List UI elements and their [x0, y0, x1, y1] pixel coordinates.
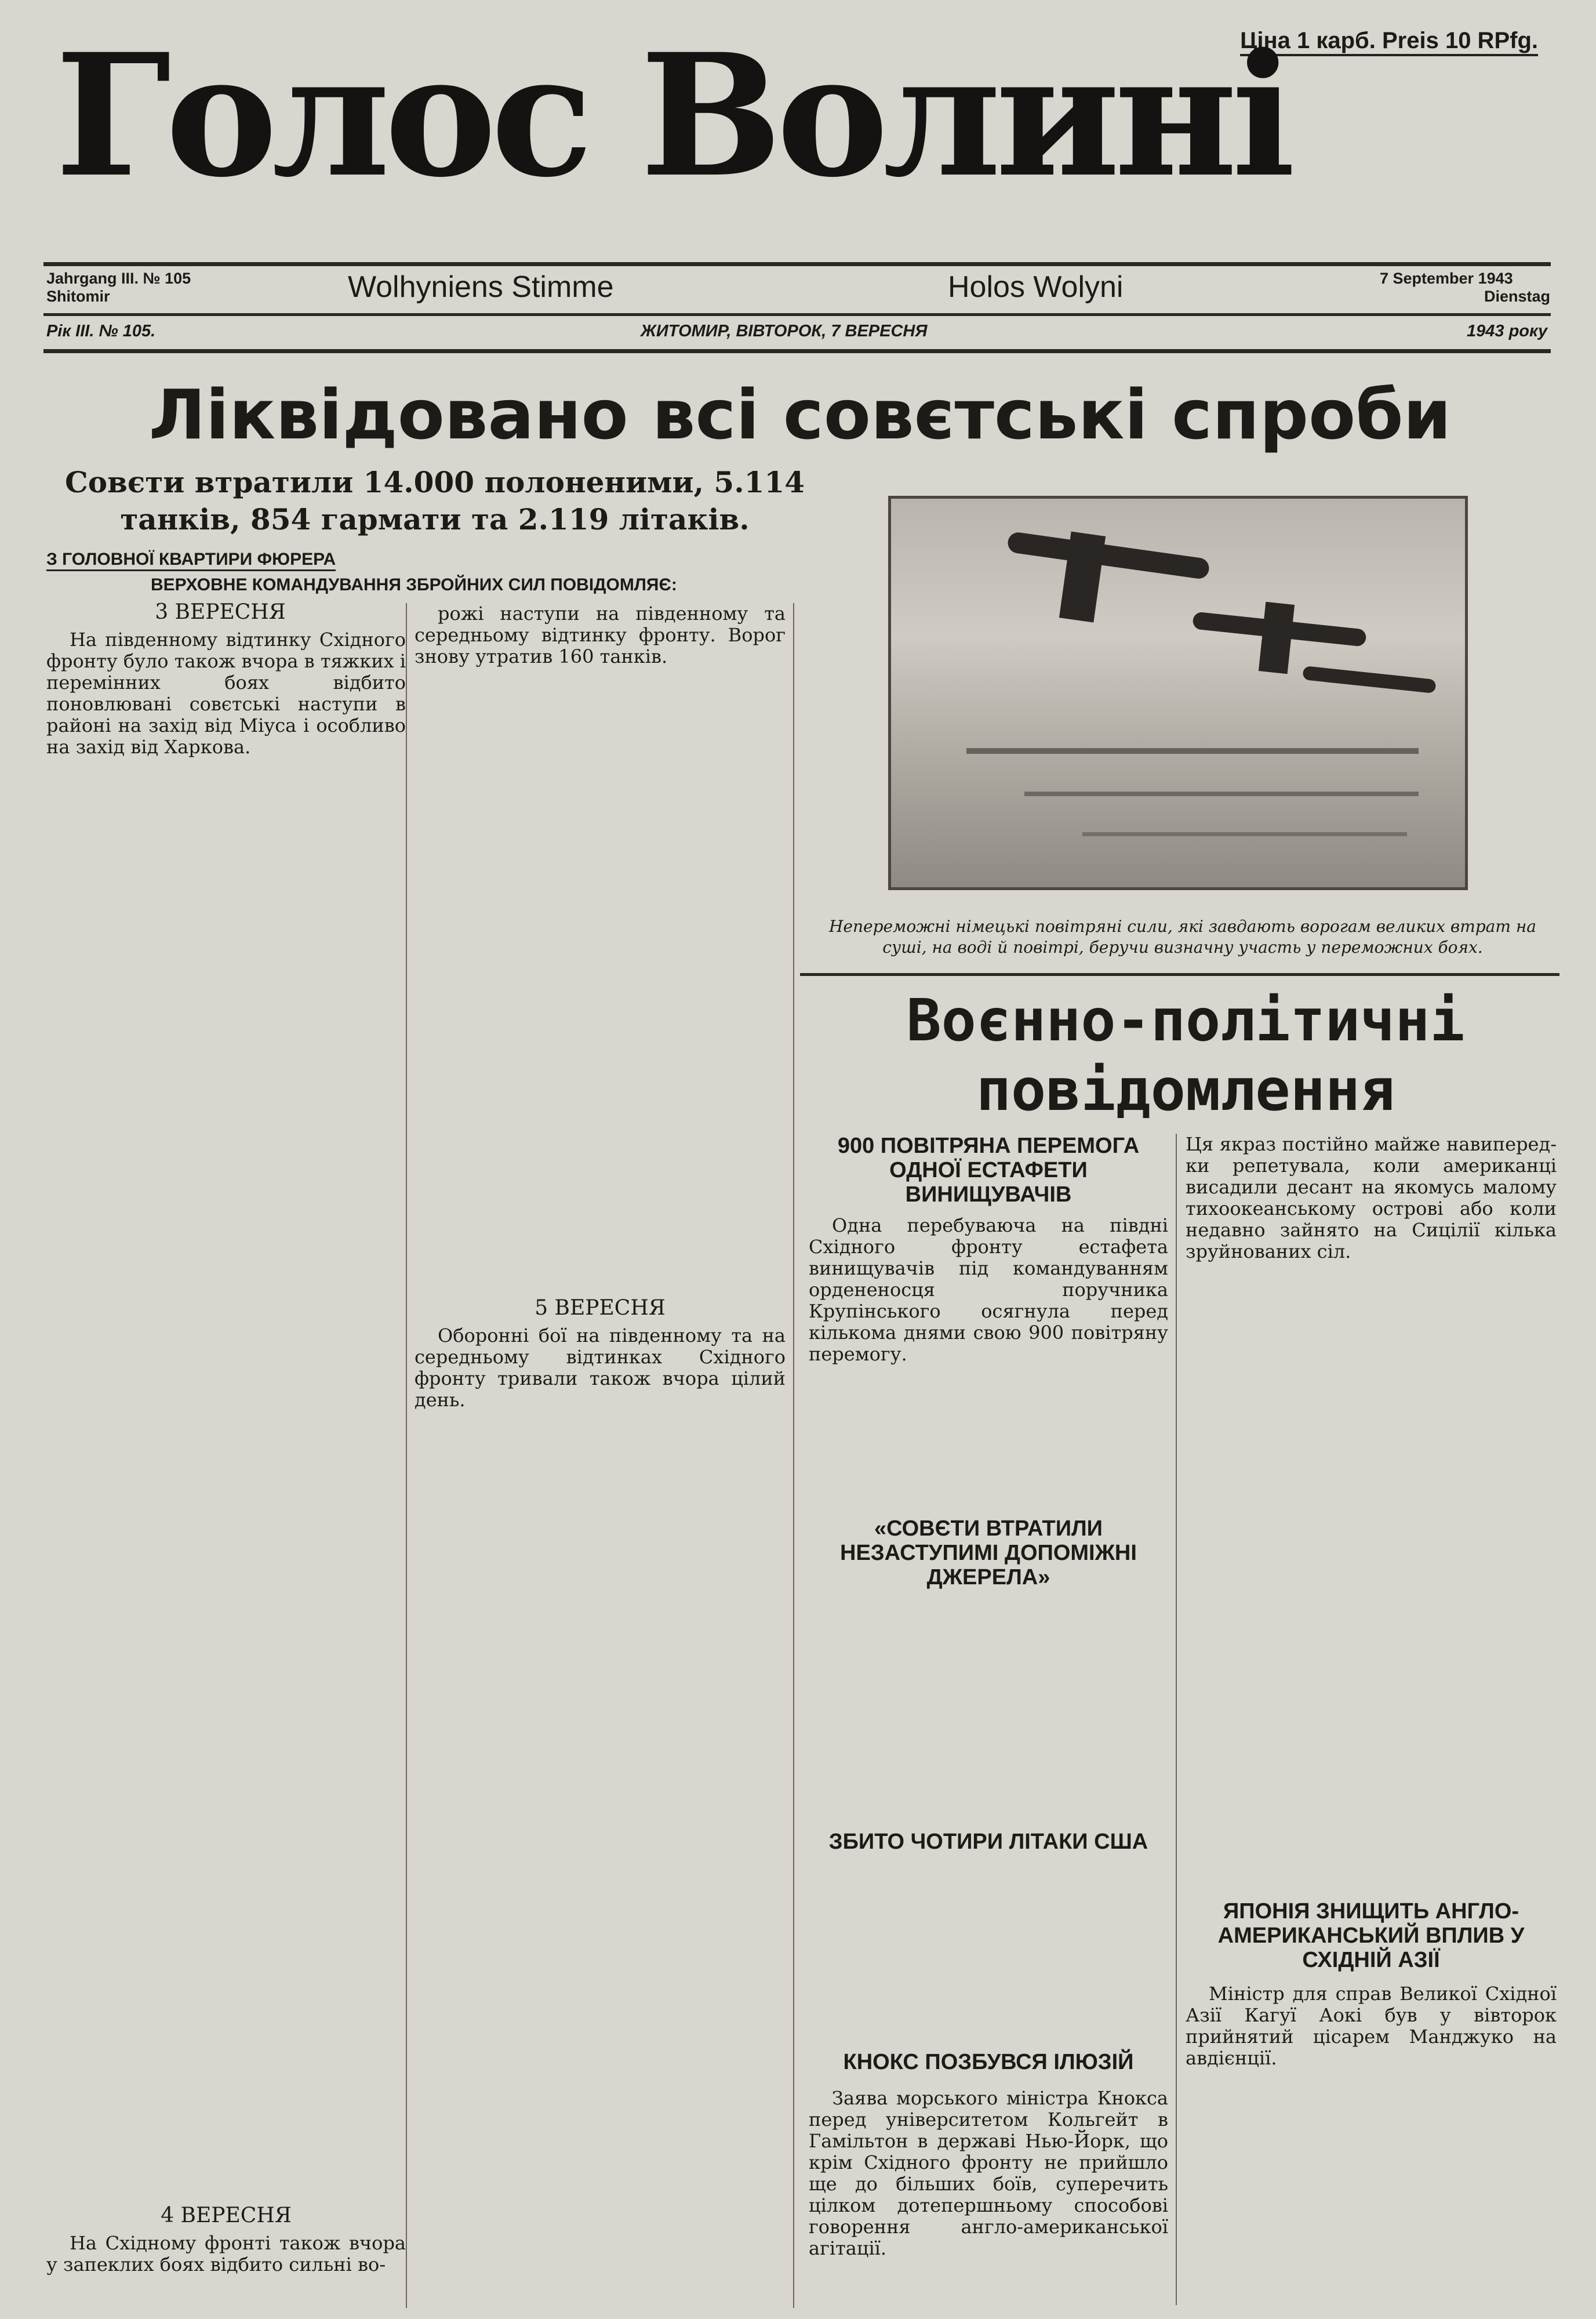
article-sources-title: «СОВЄТИ ВТРАТИЛИ НЕЗАСТУПИМІ ДОПОМІЖНІ ДЖЕРЕЛА» [840, 1516, 1137, 1589]
lead-column-1-text: На південному відтинку Східного фронту було також вчора в тяжких і перемінних боях відбито поновлювані совєтські наступи в районі на захід від Міуса і особливо на захід від Харкова. [46, 629, 406, 758]
year-number-de: Jahrgang III. № 105 [46, 270, 191, 287]
lead-subheadline: Совєти втратили 14.000 полоненими, 5.114 танків, 854 гармати та 2.119 літаків. [64, 465, 805, 536]
subtitle-translit: Holos Wolyni [948, 270, 1124, 304]
article-knox-text: Заява морського міністра Кнокса перед університетом Кольгейт в Гамільтон в державі Нью-Йорк, що крім Східного фронту не прийшло ще до більших боїв, суперечить цілком дотепершньому способові говорення англо-американської агітації. [809, 2087, 1168, 2259]
place-date-ua: ЖИТОМИР, ВІВТОРОК, 7 ВЕРЕСНЯ [641, 322, 928, 340]
article-usa-planes-title: ЗБИТО ЧОТИРИ ЛІТАКИ США [828, 1830, 1148, 1854]
article-900-victory-text: Одна перебуваюча на півдні Східного фронту естафета винищувачів під командуванням ордененосця поручника Крупінського осягнула перед кількома днями свою 900 повітряну перемогу. [809, 1214, 1168, 1365]
plane-formation-row-2 [1024, 792, 1419, 796]
price: Ціна 1 карб. Preis 10 RPfg. [1240, 28, 1538, 56]
masthead-rule-bottom [43, 349, 1551, 353]
year-number-ua: Рік III. № 105. [46, 322, 156, 340]
article-japan-title: ЯПОНІЯ ЗНИЩИТЬ АНГЛО-АМЕРИКАНСЬКИЙ ВПЛИВ У СХІДНІЙ АЗІЇ [1217, 1899, 1525, 1972]
article-japan-text: Міністр для справ Великої Східної Азії Кагуї Аокі був у вівторок прийнятий цісарем Манджуко на авдієнції. [1186, 1983, 1557, 2069]
section-rule [800, 973, 1559, 976]
masthead-rule-top [43, 262, 1551, 266]
lead-column-2-text-b: Оборонні бої на південному та на середньому відтинках Східного фронту тривали також вчора цілий день. [415, 1324, 786, 1411]
weekday-de: Dienstag [1484, 288, 1551, 305]
lead-intro: ВЕРХОВНЕ КОМАНДУВАННЯ ЗБРОЙНИХ СИЛ ПОВІДОМЛЯЄ: [151, 575, 677, 594]
plane-formation-row-3 [1082, 832, 1407, 836]
year-ua: 1943 року [1467, 322, 1548, 340]
masthead-rule-middle [43, 313, 1551, 316]
plane-wing-2 [1259, 602, 1295, 674]
photo-caption: Непереможні німецькі повітряні сили, які завдають ворогам великих втрат на суші, на воді й повітрі, беручи визначну участь у переможних боях. [829, 917, 1536, 957]
article-knox-title: КНОКС ПОЗБУВСЯ ІЛЮЗІЙ [843, 2050, 1134, 2074]
column-rule-3 [1176, 1134, 1177, 2305]
lead-column-1-text-c: На Східному фронті також вчора у запеклих боях відбито сильні во- [46, 2232, 406, 2276]
plane-silhouette-3 [1302, 666, 1436, 694]
date-de: 7 September 1943 [1380, 270, 1513, 287]
lead-headline: Ліквідовано всі совєтські спроби [148, 375, 1452, 455]
plane-formation-row-1 [966, 748, 1419, 754]
article-knox-continued-text: Ця якраз постійно майже навиперед-ки репетувала, коли американці висадили десант на якомусь малому тихоокеанському острові або коли недавно зайнято на Сицілії кілька зруйнованих сіл. [1186, 1133, 1557, 1262]
column-rule-2 [793, 603, 794, 2308]
bomber-aircraft-photo [888, 496, 1468, 890]
lead-column-2-text: рожі наступи на південному та середньому відтинку фронту. Ворог знову утратив 160 танків. [415, 603, 786, 667]
date-heading-4: 4 ВЕРЕСНЯ [161, 2204, 292, 2227]
plane-silhouette-1 [1006, 531, 1210, 580]
date-heading-5: 5 ВЕРЕСНЯ [535, 1296, 666, 1320]
masthead-title: Голос Волині [55, 17, 1290, 215]
city-de: Shitomir [46, 288, 110, 305]
date-heading-3: 3 ВЕРЕСНЯ [155, 600, 286, 624]
column-rule-1 [406, 603, 407, 2308]
lead-kicker: З ГОЛОВНОЇ КВАРТИРИ ФЮРЕРА [46, 550, 336, 571]
subtitle-de: Wolhyniens Stimme [348, 270, 614, 304]
article-900-victory-title: 900 ПОВІТРЯНА ПЕРЕМОГА ОДНОЇ ЕСТАФЕТИ ВИНИЩУВАЧІВ [837, 1134, 1140, 1207]
section-title: Воєнно-політичні повідомлення [906, 986, 1465, 1124]
